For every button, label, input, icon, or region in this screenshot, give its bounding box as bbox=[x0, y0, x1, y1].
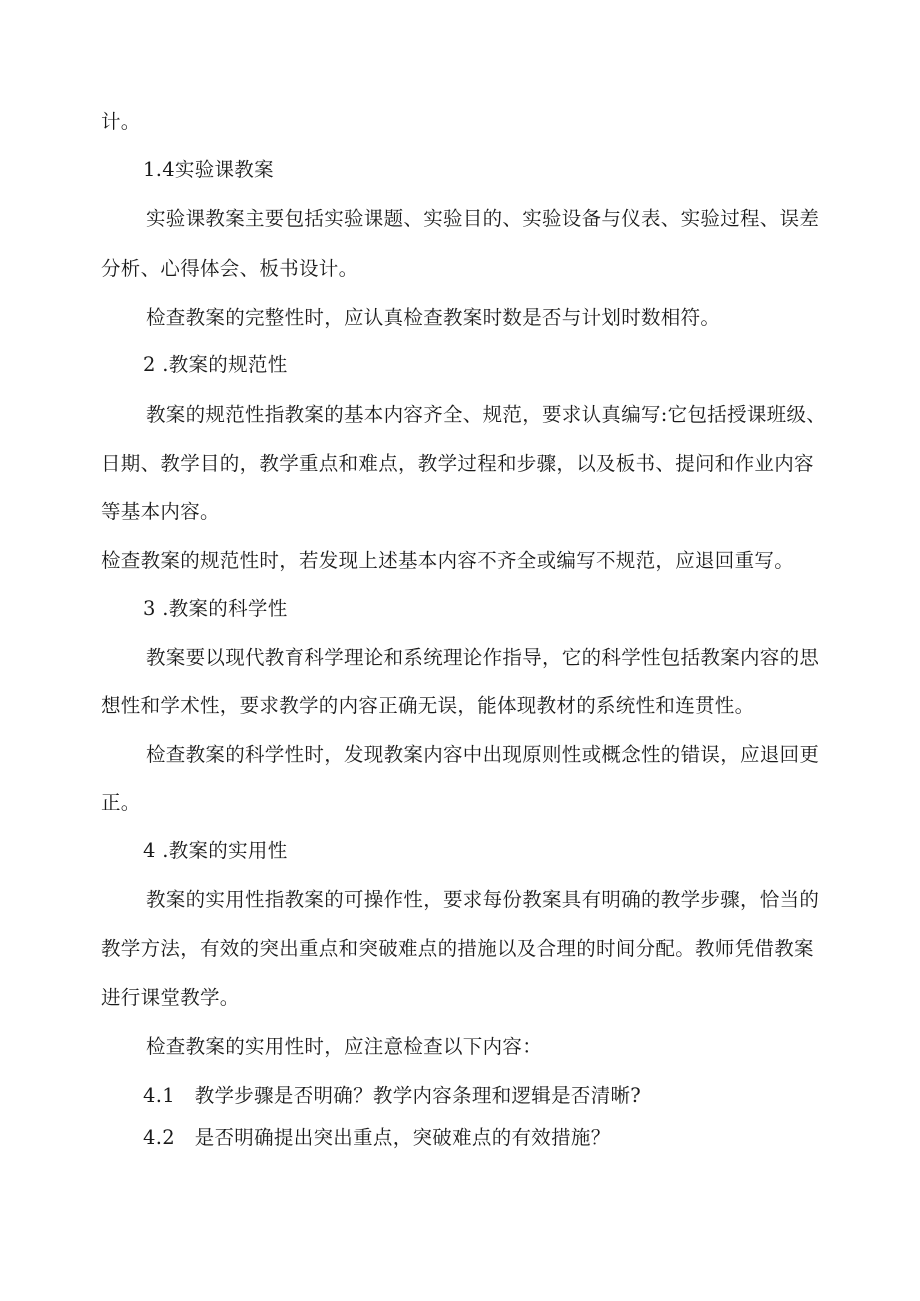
list-item-4-1: 4.1 教学步骤是否明确？教学内容条理和逻辑是否清晰? bbox=[143, 1084, 642, 1107]
paragraph-line: 检查教案的规范性时，若发现上述基本内容不齐全或编写不规范，应退回重写。 bbox=[101, 549, 795, 572]
section-heading-2: 2 .教案的规范性 bbox=[143, 353, 288, 376]
paragraph-line: 想性和学术性，要求教学的内容正确无误，能体现教材的系统性和连贯性。 bbox=[101, 694, 755, 717]
section-heading-4: 4 .教案的实用性 bbox=[143, 839, 288, 862]
paragraph-line: 检查教案的完整性时，应认真检查教案时数是否与计划时数相符。 bbox=[146, 306, 721, 329]
section-heading-1-4: 1.4实验课教案 bbox=[143, 158, 274, 181]
section-heading-3: 3 .教案的科学性 bbox=[143, 597, 288, 620]
paragraph-line: 检查教案的实用性时，应注意检查以下内容： bbox=[146, 1035, 543, 1058]
paragraph-line: 实验课教案主要包括实验课题、实验目的、实验设备与仪表、实验过程、误差 bbox=[146, 207, 820, 230]
paragraph-line: 进行课堂教学。 bbox=[101, 986, 240, 1009]
paragraph-line: 检查教案的科学性时，发现教案内容中出现原则性或概念性的错误，应退回更 bbox=[146, 743, 820, 766]
paragraph-line: 教学方法，有效的突出重点和突破难点的措施以及合理的时间分配。教师凭借教案 bbox=[101, 937, 814, 960]
paragraph-line: 等基本内容。 bbox=[101, 500, 220, 523]
paragraph-line: 教案要以现代教育科学理论和系统理论作指导，它的科学性包括教案内容的思 bbox=[146, 646, 820, 669]
paragraph-line: 分析、心得体会、板书设计。 bbox=[101, 257, 359, 280]
list-item-4-2: 4.2 是否明确提出突出重点，突破难点的有效措施？ bbox=[143, 1126, 611, 1149]
paragraph-line: 正。 bbox=[101, 791, 141, 814]
paragraph-line: 日期、教学目的，教学重点和难点，教学过程和步骤，以及板书、提问和作业内容 bbox=[101, 452, 814, 475]
paragraph-line: 教案的实用性指教案的可操作性，要求每份教案具有明确的教学步骤，恰当的 bbox=[146, 888, 820, 911]
paragraph-line: 教案的规范性指教案的基本内容齐全、规范，要求认真编写:它包括授课班级、 bbox=[146, 403, 827, 426]
text-line-continuation: 计。 bbox=[101, 110, 141, 133]
